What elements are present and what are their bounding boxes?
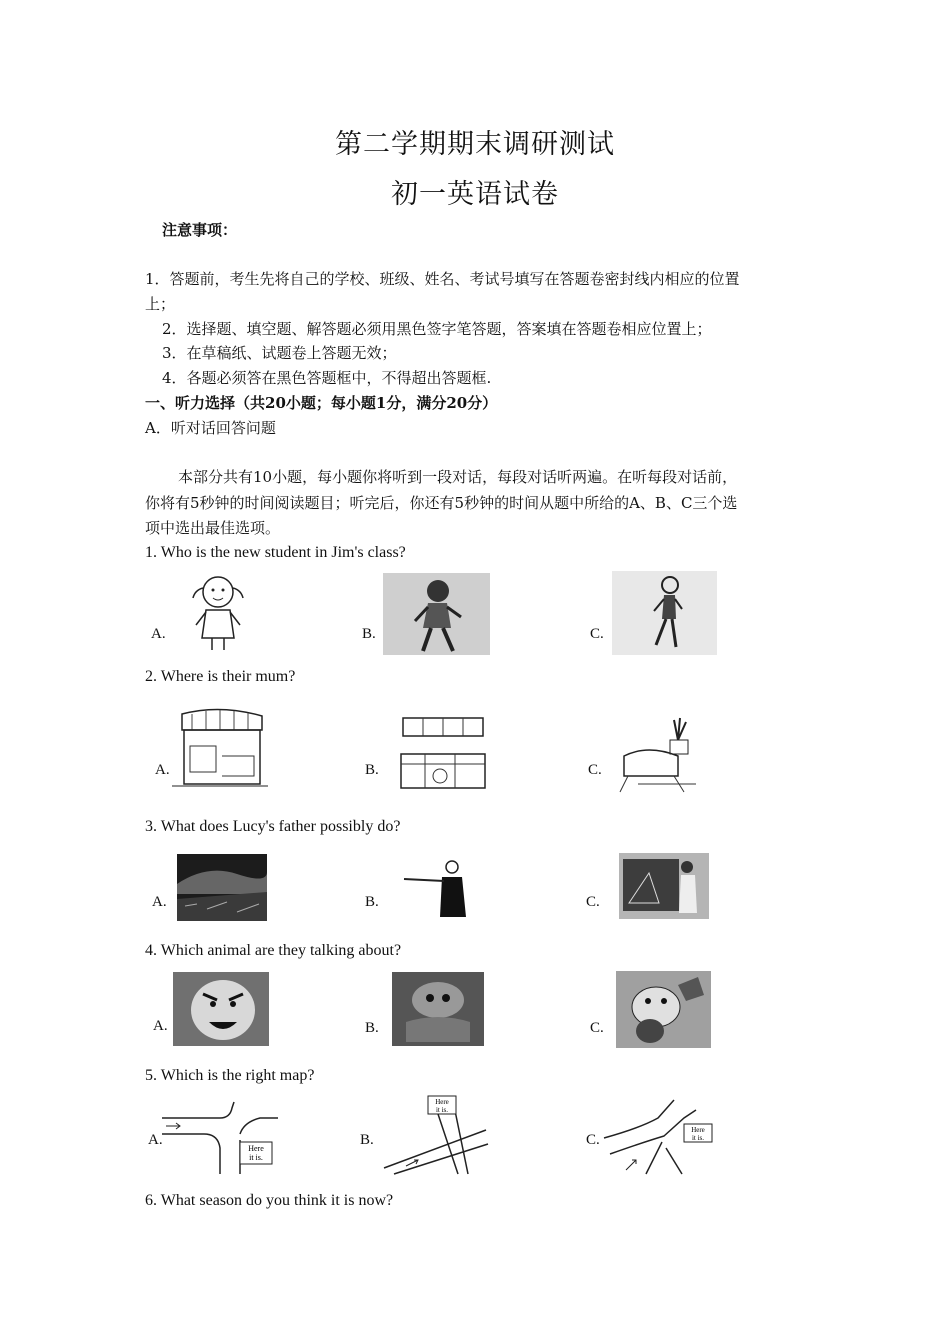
notice-item-1-cont: 上； bbox=[145, 295, 176, 313]
teacher-picture bbox=[619, 853, 709, 919]
girl-picture bbox=[188, 570, 248, 654]
q4-option-a[interactable]: A. bbox=[153, 1018, 168, 1034]
question-2: 2. Where is their mum? bbox=[145, 668, 296, 685]
map-b-picture bbox=[382, 1094, 490, 1176]
notice-item-3: 3．在草稿纸、试题卷上答题无效； bbox=[162, 344, 397, 362]
page-title: 第二学期期末调研测试 bbox=[335, 129, 615, 160]
map-c-sign-itis: it is. bbox=[691, 1134, 705, 1142]
question-4: 4. Which animal are they talking about? bbox=[145, 942, 402, 959]
map-b-sign-here: Here bbox=[435, 1098, 449, 1106]
man-walking-picture bbox=[612, 571, 717, 655]
map-a-picture bbox=[160, 1100, 280, 1176]
question-5: 5. Which is the right map? bbox=[145, 1067, 315, 1084]
page-subtitle: 初一英语试卷 bbox=[391, 179, 559, 210]
living-room-picture bbox=[618, 716, 700, 796]
question-6: 6. What season do you think it is now? bbox=[145, 1192, 394, 1209]
question-1: 1. Who is the new student in Jim's class? bbox=[145, 544, 406, 561]
notice-heading: 注意事项： bbox=[162, 221, 238, 239]
q1-option-a[interactable]: A. bbox=[151, 626, 166, 642]
map-c-picture bbox=[600, 1098, 716, 1176]
q2-option-b[interactable]: B. bbox=[365, 762, 379, 778]
instructions-line-2: 你将有5秒钟的时间阅读题目；听完后，你还有5秒钟的时间从题中所给的A、B、C三个选 bbox=[145, 494, 738, 512]
map-a-sign-here: Here bbox=[248, 1144, 264, 1153]
instructions-line-1: 本部分共有10小题，每小题你将听到一段对话，每段对话听两遍。在听每段对话前， bbox=[178, 468, 738, 486]
q3-option-b[interactable]: B. bbox=[365, 894, 379, 910]
notice-item-1: 1．答题前，考生先将自己的学校、班级、姓名、考试号填写在答题卷密封线内相应的位置 bbox=[145, 270, 740, 288]
city-night-picture bbox=[177, 854, 267, 921]
notice-item-4: 4．各题必须答在黑色答题框中，不得超出答题框. bbox=[162, 369, 492, 387]
q1-option-c[interactable]: C. bbox=[590, 626, 604, 642]
kitchen-picture bbox=[395, 714, 491, 794]
conductor-picture bbox=[400, 857, 476, 923]
monster-picture bbox=[392, 972, 484, 1046]
map-c-sign-here: Here bbox=[691, 1126, 705, 1134]
q5-option-b[interactable]: B. bbox=[360, 1132, 374, 1148]
q5-option-c[interactable]: C. bbox=[586, 1132, 600, 1148]
q4-option-b[interactable]: B. bbox=[365, 1020, 379, 1036]
map-a-sign-itis: it is. bbox=[249, 1153, 263, 1162]
q3-option-a[interactable]: A. bbox=[152, 894, 167, 910]
section-heading: 一、听力选择（共20小题；每小题1分，满分20分） bbox=[145, 394, 498, 412]
q2-option-a[interactable]: A. bbox=[155, 762, 170, 778]
q2-option-c[interactable]: C. bbox=[588, 762, 602, 778]
shop-picture bbox=[172, 706, 268, 792]
instructions-line-3: 项中选出最佳选项。 bbox=[145, 519, 281, 537]
boy-walking-picture bbox=[383, 573, 490, 655]
q3-option-c[interactable]: C. bbox=[586, 894, 600, 910]
q4-option-c[interactable]: C. bbox=[590, 1020, 604, 1036]
section-part: A．听对话回答问题 bbox=[145, 419, 276, 437]
notice-item-2: 2．选择题、填空题、解答题必须用黑色签字笔答题，答案填在答题卷相应位置上； bbox=[162, 320, 712, 338]
map-b-sign-itis: it is. bbox=[435, 1106, 449, 1114]
tiger-picture bbox=[173, 972, 269, 1046]
question-3: 3. What does Lucy's father possibly do? bbox=[145, 818, 401, 835]
q1-option-b[interactable]: B. bbox=[362, 626, 376, 642]
cartoon-animal-picture bbox=[616, 971, 711, 1048]
q5-option-a[interactable]: A. bbox=[148, 1132, 163, 1148]
